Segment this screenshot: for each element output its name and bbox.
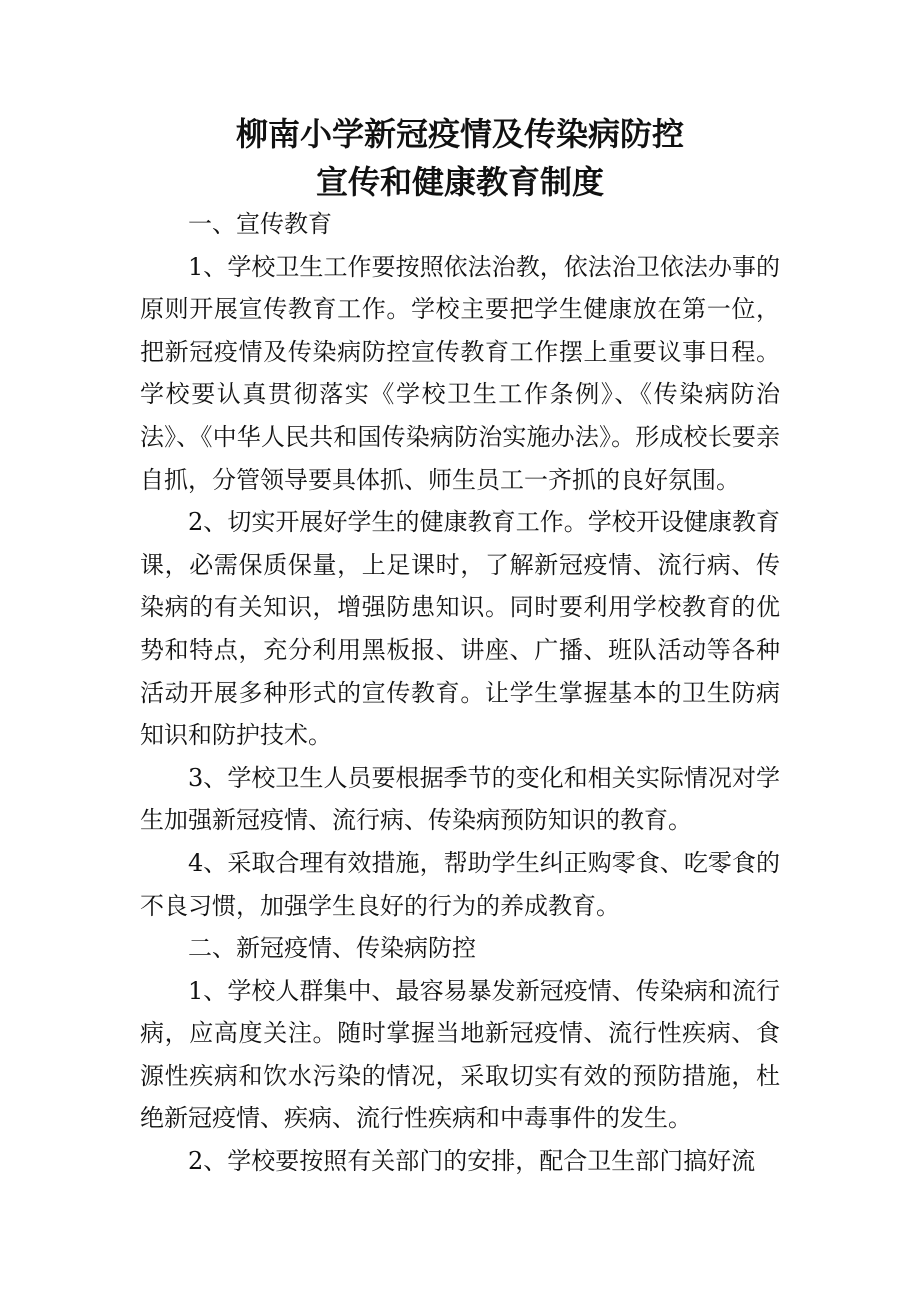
title-line-2: 宣传和健康教育制度 xyxy=(315,163,604,201)
title-line-1: 柳南小学新冠疫情及传染病防控 xyxy=(235,115,684,153)
section-1-paragraph-1: 1、学校卫生工作要按照依法治教，依法治卫依法办事的原则开展宣传教育工作。学校主要把学生健康放在第一位，把新冠疫情及传染病防控宣传教育工作摆上重要议事日程。学校要认真贯彻落实《学校卫生工作条例》、《传染病防治法》、《中华人民共和国传染病防治实施办法》。形成校长要亲自抓，分管领导要具体抓、师生员工一齐抓的良好氛围。 xyxy=(140,252,780,494)
section-1-paragraph-3: 3、学校卫生人员要根据季节的变化和相关实际情况对学生加强新冠疫情、流行病、传染病预防知识的教育。 xyxy=(140,763,780,835)
section-2-paragraph-2: 2、学校要按照有关部门的安排，配合卫生部门搞好流 xyxy=(188,1147,756,1176)
section-1-heading: 一、宣传教育 xyxy=(188,210,332,238)
section-1-paragraph-2: 2、切实开展好学生的健康教育工作。学校开设健康教育课，必需保质保量，上足课时，了解新冠疫情、流行病、传染病的有关知识，增强防患知识。同时要利用学校教育的优势和特点，充分利用黑板报、讲座、广播、班队活动等各种活动开展多种形式的宣传教育。让学生掌握基本的卫生防病知识和防护技术。 xyxy=(140,508,780,750)
section-2-paragraph-1: 1、学校人群集中、最容易暴发新冠疫情、传染病和流行病，应高度关注。随时掌握当地新冠疫情、流行性疾病、食源性疾病和饮水污染的情况，采取切实有效的预防措施，杜绝新冠疫情、疾病、流行性疾病和中毒事件的发生。 xyxy=(140,976,780,1133)
section-2-heading: 二、新冠疫情、传染病防控 xyxy=(188,934,476,963)
document-body xyxy=(140,203,780,1183)
section-1-paragraph-4: 4、采取合理有效措施，帮助学生纠正购零食、吃零食的不良习惯，加强学生良好的行为的养成教育。 xyxy=(140,848,780,920)
document-title xyxy=(140,110,780,206)
